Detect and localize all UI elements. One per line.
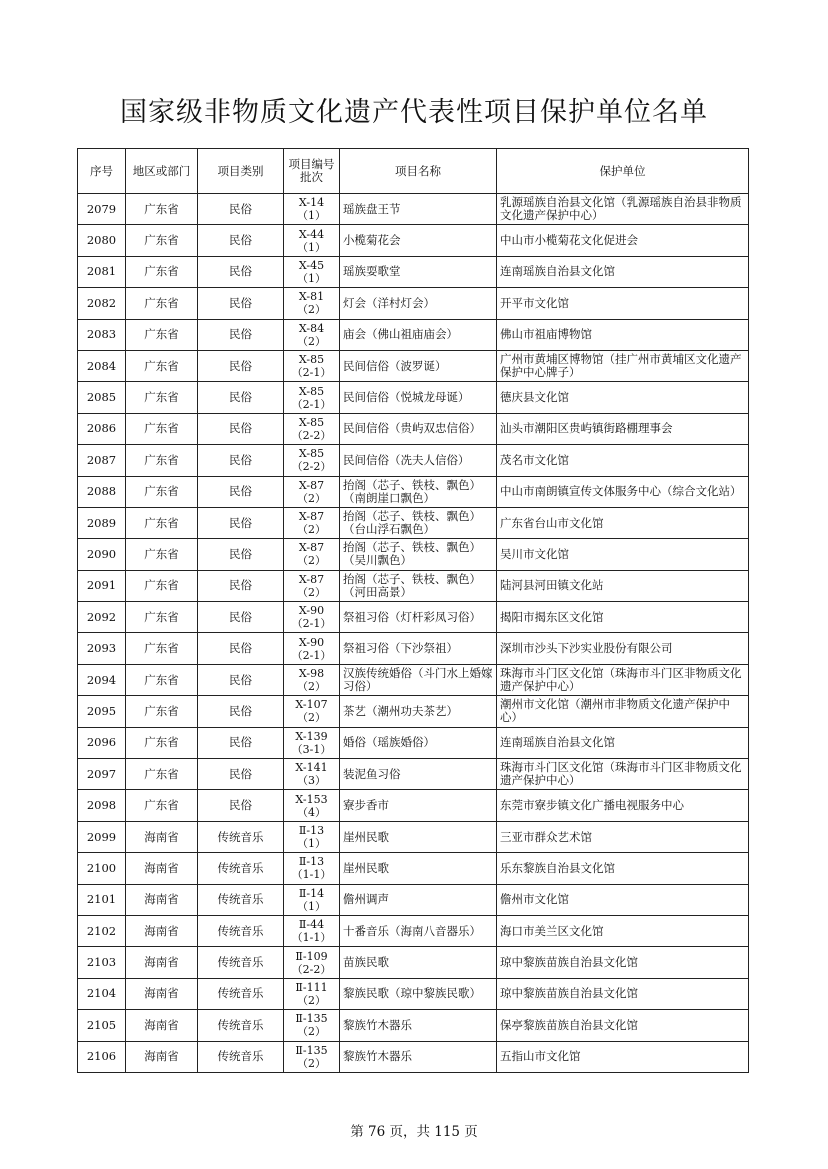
cell-seq: 2101: [78, 884, 126, 915]
project-code: X-87: [298, 510, 325, 524]
cell-seq: 2080: [78, 225, 126, 256]
cell-unit: 德庆县文化馆: [497, 382, 749, 413]
project-code: X-90: [298, 604, 325, 618]
header-name: 项目名称: [340, 149, 497, 194]
cell-name: 祭祖习俗（灯杆彩凤习俗）: [340, 602, 497, 633]
cell-name: 儋州调声: [340, 884, 497, 915]
project-code: X-84: [298, 321, 325, 335]
cell-unit: 中山市小榄菊花文化促进会: [497, 225, 749, 256]
cell-unit: 连南瑶族自治县文化馆: [497, 256, 749, 287]
project-batch: （2）: [297, 491, 326, 505]
cell-region: 广东省: [126, 256, 198, 287]
page-title: 国家级非物质文化遗产代表性项目保护单位名单: [120, 97, 708, 128]
table-row: [78, 194, 749, 225]
project-batch: （2-2）: [291, 962, 332, 976]
cell-seq: 2081: [78, 256, 126, 287]
project-batch: （1-1）: [291, 868, 332, 882]
cell-code: [284, 696, 340, 727]
cell-code: [284, 915, 340, 946]
cell-seq: 2104: [78, 978, 126, 1009]
cell-region: 海南省: [126, 1010, 198, 1041]
cell-code: [284, 319, 340, 350]
cell-seq: 2095: [78, 696, 126, 727]
project-batch: （2）: [297, 993, 326, 1007]
cell-region: 广东省: [126, 225, 198, 256]
table-row: [78, 978, 749, 1009]
cell-seq: 2106: [78, 1041, 126, 1072]
header-code: 项目编号批次: [284, 149, 340, 194]
cell-category: 民俗: [198, 696, 284, 727]
project-batch: （1）: [297, 271, 326, 285]
cell-name: 崖州民歌: [340, 821, 497, 852]
project-batch: （2）: [297, 1025, 326, 1039]
cell-code: [284, 288, 340, 319]
cell-code: [284, 445, 340, 476]
cell-name: 黎族民歌（琼中黎族民歌）: [340, 978, 497, 1009]
cell-region: 海南省: [126, 947, 198, 978]
cell-unit: 连南瑶族自治县文化馆: [497, 727, 749, 758]
cell-region: 广东省: [126, 413, 198, 444]
cell-name: 抬阁（芯子、铁枝、飘色）（南朗崖口飘色）: [340, 476, 497, 507]
cell-seq: 2103: [78, 947, 126, 978]
cell-seq: 2097: [78, 759, 126, 790]
cell-region: 海南省: [126, 978, 198, 1009]
table-row: [78, 382, 749, 413]
project-code: X-45: [298, 258, 325, 272]
cell-category: 民俗: [198, 790, 284, 821]
cell-name: 黎族竹木器乐: [340, 1041, 497, 1072]
cell-code: [284, 507, 340, 538]
table-row: [78, 602, 749, 633]
cell-category: 民俗: [198, 664, 284, 695]
project-batch: （2-2）: [291, 460, 332, 474]
cell-code: [284, 853, 340, 884]
cell-code: [284, 350, 340, 381]
cell-unit: 陆河县河田镇文化站: [497, 570, 749, 601]
cell-seq: 2096: [78, 727, 126, 758]
cell-unit: 琼中黎族苗族自治县文化馆: [497, 947, 749, 978]
cell-region: 广东省: [126, 539, 198, 570]
cell-name: 汉族传统婚俗（斗门水上婚嫁习俗）: [340, 664, 497, 695]
table-row: [78, 288, 749, 319]
cell-category: 民俗: [198, 256, 284, 287]
project-table: [77, 148, 749, 1073]
project-code: X-141: [295, 761, 328, 775]
project-batch: （2）: [297, 1056, 326, 1070]
cell-region: 广东省: [126, 445, 198, 476]
cell-code: [284, 821, 340, 852]
cell-region: 广东省: [126, 319, 198, 350]
table-row: [78, 915, 749, 946]
cell-seq: 2083: [78, 319, 126, 350]
cell-region: 广东省: [126, 288, 198, 319]
cell-category: 民俗: [198, 570, 284, 601]
cell-region: 广东省: [126, 759, 198, 790]
table-row: [78, 821, 749, 852]
cell-unit: 茂名市文化馆: [497, 445, 749, 476]
project-batch: （2-1）: [291, 648, 332, 662]
project-code: Ⅱ-14: [298, 886, 325, 900]
project-batch: （3-1）: [291, 742, 332, 756]
cell-code: [284, 225, 340, 256]
cell-name: 装泥鱼习俗: [340, 759, 497, 790]
table-row: [78, 727, 749, 758]
project-code: X-85: [298, 353, 325, 367]
cell-region: 广东省: [126, 696, 198, 727]
cell-category: 民俗: [198, 225, 284, 256]
table-row: [78, 633, 749, 664]
table-row: [78, 884, 749, 915]
project-code: X-85: [298, 447, 325, 461]
cell-name: 苗族民歌: [340, 947, 497, 978]
cell-seq: 2084: [78, 350, 126, 381]
cell-name: 十番音乐（海南八音器乐）: [340, 915, 497, 946]
project-code: X-98: [298, 667, 325, 681]
project-batch: （2-1）: [291, 617, 332, 631]
cell-category: 民俗: [198, 633, 284, 664]
project-batch: （2）: [297, 554, 326, 568]
cell-seq: 2092: [78, 602, 126, 633]
cell-code: [284, 382, 340, 413]
header-region: 地区或部门: [126, 149, 198, 194]
table-row: [78, 319, 749, 350]
cell-region: 广东省: [126, 602, 198, 633]
project-batch: （2-2）: [291, 428, 332, 442]
project-code: X-139: [295, 729, 328, 743]
cell-code: [284, 633, 340, 664]
project-code: X-87: [298, 478, 325, 492]
project-code: X-87: [298, 541, 325, 555]
cell-category: 传统音乐: [198, 978, 284, 1009]
project-batch: （2）: [297, 523, 326, 537]
cell-category: 民俗: [198, 413, 284, 444]
table-row: [78, 570, 749, 601]
cell-code: [284, 476, 340, 507]
cell-category: 民俗: [198, 350, 284, 381]
cell-code: [284, 539, 340, 570]
cell-region: 广东省: [126, 664, 198, 695]
cell-region: 海南省: [126, 821, 198, 852]
project-code: X-81: [298, 290, 325, 304]
cell-region: 广东省: [126, 727, 198, 758]
cell-category: 民俗: [198, 476, 284, 507]
cell-region: 广东省: [126, 570, 198, 601]
cell-category: 民俗: [198, 319, 284, 350]
cell-unit: 乐东黎族自治县文化馆: [497, 853, 749, 884]
header-row: [78, 149, 749, 194]
cell-name: 瑶族耍歌堂: [340, 256, 497, 287]
project-code: X-87: [298, 572, 325, 586]
cell-seq: 2091: [78, 570, 126, 601]
project-code: Ⅱ-135: [295, 1012, 328, 1026]
header-seq: 序号: [78, 149, 126, 194]
cell-category: 传统音乐: [198, 1010, 284, 1041]
cell-category: 民俗: [198, 382, 284, 413]
table-row: [78, 350, 749, 381]
cell-seq: 2100: [78, 853, 126, 884]
cell-seq: 2090: [78, 539, 126, 570]
cell-code: [284, 978, 340, 1009]
cell-name: 小榄菊花会: [340, 225, 497, 256]
cell-unit: 珠海市斗门区文化馆（珠海市斗门区非物质文化遗产保护中心）: [497, 664, 749, 695]
cell-unit: 广州市黄埔区博物馆（挂广州市黄埔区文化遗产保护中心牌子）: [497, 350, 749, 381]
cell-region: 广东省: [126, 194, 198, 225]
cell-seq: 2098: [78, 790, 126, 821]
project-code: Ⅱ-135: [295, 1043, 328, 1057]
cell-unit: 佛山市祖庙博物馆: [497, 319, 749, 350]
cell-name: 崖州民歌: [340, 853, 497, 884]
cell-name: 民间信俗（悦城龙母诞）: [340, 382, 497, 413]
header-category: 项目类别: [198, 149, 284, 194]
cell-seq: 2087: [78, 445, 126, 476]
cell-code: [284, 413, 340, 444]
project-batch: （4）: [297, 805, 326, 819]
cell-region: 广东省: [126, 507, 198, 538]
table-row: [78, 539, 749, 570]
cell-code: [284, 194, 340, 225]
cell-category: 传统音乐: [198, 947, 284, 978]
cell-region: 广东省: [126, 350, 198, 381]
project-code: X-85: [298, 415, 325, 429]
cell-name: 祭祖习俗（下沙祭祖）: [340, 633, 497, 664]
cell-seq: 2088: [78, 476, 126, 507]
project-code: Ⅱ-13: [298, 855, 325, 869]
cell-unit: 五指山市文化馆: [497, 1041, 749, 1072]
table-row: [78, 759, 749, 790]
cell-region: 海南省: [126, 1041, 198, 1072]
project-code: X-44: [298, 227, 325, 241]
cell-unit: 揭阳市揭东区文化馆: [497, 602, 749, 633]
cell-code: [284, 884, 340, 915]
project-batch: （2-1）: [291, 366, 332, 380]
cell-code: [284, 1010, 340, 1041]
project-code: Ⅱ-44: [298, 918, 325, 932]
cell-unit: 深圳市沙头下沙实业股份有限公司: [497, 633, 749, 664]
table-row: [78, 664, 749, 695]
cell-code: [284, 759, 340, 790]
project-code: X-14: [298, 196, 325, 210]
cell-seq: 2085: [78, 382, 126, 413]
cell-unit: 三亚市群众艺术馆: [497, 821, 749, 852]
table-row: [78, 947, 749, 978]
cell-code: [284, 790, 340, 821]
cell-name: 瑶族盘王节: [340, 194, 497, 225]
cell-region: 广东省: [126, 790, 198, 821]
project-code: Ⅱ-13: [298, 824, 325, 837]
cell-category: 传统音乐: [198, 1041, 284, 1072]
cell-name: 民间信俗（贵屿双忠信俗）: [340, 413, 497, 444]
project-batch: （2）: [297, 680, 326, 694]
project-code: X-107: [295, 698, 328, 712]
cell-unit: 开平市文化馆: [497, 288, 749, 319]
cell-seq: 2094: [78, 664, 126, 695]
project-batch: （2-1）: [291, 397, 332, 411]
cell-category: 民俗: [198, 602, 284, 633]
cell-code: [284, 664, 340, 695]
cell-category: 传统音乐: [198, 884, 284, 915]
table-row: [78, 507, 749, 538]
cell-name: 民间信俗（波罗诞）: [340, 350, 497, 381]
cell-name: 抬阁（芯子、铁枝、飘色）（吴川飘色）: [340, 539, 497, 570]
cell-name: 抬阁（芯子、铁枝、飘色）（河田高景）: [340, 570, 497, 601]
project-code: X-90: [298, 635, 325, 649]
project-batch: （1）: [297, 240, 326, 254]
cell-unit: 潮州市文化馆（潮州市非物质文化遗产保护中心）: [497, 696, 749, 727]
cell-unit: 儋州市文化馆: [497, 884, 749, 915]
table-row: [78, 256, 749, 287]
cell-name: 庙会（佛山祖庙庙会）: [340, 319, 497, 350]
cell-region: 广东省: [126, 633, 198, 664]
cell-name: 抬阁（芯子、铁枝、飘色）（台山浮石飘色）: [340, 507, 497, 538]
cell-seq: 2089: [78, 507, 126, 538]
table-row: [78, 853, 749, 884]
cell-category: 民俗: [198, 539, 284, 570]
cell-code: [284, 256, 340, 287]
cell-seq: 2105: [78, 1010, 126, 1041]
project-code: X-85: [298, 384, 325, 398]
cell-seq: 2086: [78, 413, 126, 444]
page-footer: 第 76 页，共 115 页: [350, 1124, 478, 1140]
table-row: [78, 1010, 749, 1041]
cell-category: 民俗: [198, 194, 284, 225]
cell-code: [284, 1041, 340, 1072]
project-batch: （2）: [297, 303, 326, 317]
cell-unit: 海口市美兰区文化馆: [497, 915, 749, 946]
table-body: [78, 194, 749, 1073]
table-row: [78, 696, 749, 727]
table-row: [78, 225, 749, 256]
cell-name: 茶艺（潮州功夫茶艺）: [340, 696, 497, 727]
cell-name: 婚俗（瑶族婚俗）: [340, 727, 497, 758]
project-code: Ⅱ-111: [295, 980, 328, 994]
cell-name: 灯会（洋村灯会）: [340, 288, 497, 319]
table-row: [78, 790, 749, 821]
project-batch: （2）: [297, 334, 326, 348]
cell-code: [284, 947, 340, 978]
project-batch: （2）: [297, 711, 326, 725]
project-batch: （3）: [297, 774, 326, 788]
cell-name: 黎族竹木器乐: [340, 1010, 497, 1041]
project-batch: （1）: [297, 209, 326, 223]
cell-unit: 广东省台山市文化馆: [497, 507, 749, 538]
header-unit: 保护单位: [497, 149, 749, 194]
cell-category: 民俗: [198, 759, 284, 790]
project-batch: （1）: [297, 837, 326, 850]
cell-region: 海南省: [126, 853, 198, 884]
cell-unit: 汕头市潮阳区贵屿镇街路棚理事会: [497, 413, 749, 444]
cell-unit: 吴川市文化馆: [497, 539, 749, 570]
table-row: [78, 445, 749, 476]
cell-seq: 2079: [78, 194, 126, 225]
cell-unit: 保亭黎族苗族自治县文化馆: [497, 1010, 749, 1041]
cell-region: 广东省: [126, 476, 198, 507]
cell-category: 民俗: [198, 445, 284, 476]
cell-unit: 珠海市斗门区文化馆（珠海市斗门区非物质文化遗产保护中心）: [497, 759, 749, 790]
table-row: [78, 476, 749, 507]
cell-name: 寮步香市: [340, 790, 497, 821]
cell-code: [284, 570, 340, 601]
cell-unit: 琼中黎族苗族自治县文化馆: [497, 978, 749, 1009]
project-batch: （1）: [297, 899, 326, 913]
table-row: [78, 1041, 749, 1072]
cell-region: 广东省: [126, 382, 198, 413]
project-code: Ⅱ-109: [295, 949, 328, 963]
cell-code: [284, 727, 340, 758]
cell-unit: 乳源瑶族自治县文化馆（乳源瑶族自治县非物质文化遗产保护中心）: [497, 194, 749, 225]
cell-seq: 2099: [78, 821, 126, 852]
cell-category: 传统音乐: [198, 915, 284, 946]
cell-seq: 2093: [78, 633, 126, 664]
cell-code: [284, 602, 340, 633]
cell-region: 海南省: [126, 915, 198, 946]
cell-region: 海南省: [126, 884, 198, 915]
cell-category: 民俗: [198, 288, 284, 319]
project-batch: （1-1）: [291, 931, 332, 945]
cell-seq: 2082: [78, 288, 126, 319]
cell-name: 民间信俗（冼夫人信俗）: [340, 445, 497, 476]
cell-unit: 中山市南朗镇宣传文体服务中心（综合文化站）: [497, 476, 749, 507]
cell-seq: 2102: [78, 915, 126, 946]
cell-category: 传统音乐: [198, 853, 284, 884]
project-batch: （2）: [297, 585, 326, 599]
table-row: [78, 413, 749, 444]
cell-unit: 东莞市寮步镇文化广播电视服务中心: [497, 790, 749, 821]
cell-category: 民俗: [198, 507, 284, 538]
cell-category: 民俗: [198, 727, 284, 758]
project-code: X-153: [295, 792, 328, 806]
cell-category: 传统音乐: [198, 821, 284, 852]
